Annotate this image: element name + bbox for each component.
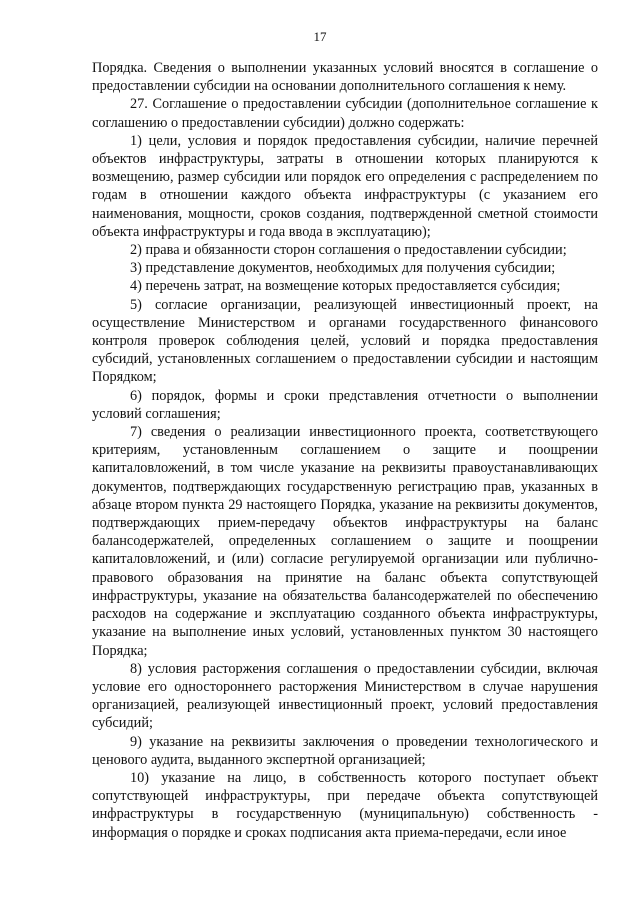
list-item-3: 3) представление документов, необходимых для получения субсидии; (130, 260, 556, 277)
list-item-5: 5) согласие организации, реализующей инвестиционный проект, на осуществление Министерством и органами государственного финансового контроля проверок соблюдения целей, условий и порядка предоставления субсидий, установленных соглашением о предоставлении субсидии и настоящим Порядком; (92, 296, 598, 386)
list-item-10: 10) указание на лицо, в собственность которого поступает объект сопутствующей инфраструктуры, при передаче объекта сопутствующей инфраструктуры в государственную (муниципальную) собственность - информация о порядке и сроках подписания акта приема-передачи, если иное (92, 769, 598, 841)
list-item-2: 2) права и обязанности сторон соглашения о предоставлении субсидии; (130, 242, 567, 259)
paragraph-continuation: Порядка. Сведения о выполнении указанных условий вносятся в соглашение о предоставлении субсидии на основании дополнительного соглашения к нему. (92, 60, 598, 95)
list-item-4: 4) перечень затрат, на возмещение которых предоставляется субсидия; (130, 278, 561, 295)
list-item-1: 1) цели, условия и порядок предоставления субсидии, наличие перечней объектов инфраструктуры, затраты в отношении которых планируются к возмещению, размер субсидии или порядок его определения с распределением по годам в отношении каждого объекта инфраструктуры (с указанием его наименования, мощности, сроков создания, подтвержденной сметной стоимости объекта инфраструктуры и года ввода в эксплуатацию); (92, 132, 598, 240)
list-item-6: 6) порядок, формы и сроки представления отчетности о выполнении условий соглашения; (92, 387, 598, 422)
paragraph-item-27: 27. Соглашение о предоставлении субсидии (дополнительное соглашение к соглашению о предоставлении субсидии) должно содержать: (92, 96, 598, 131)
page-number: 17 (313, 29, 327, 44)
list-item-7: 7) сведения о реализации инвестиционного проекта, соответствующего критериям, установленным соглашением о защите и поощрении капиталовложений, в том числе указание на реквизиты правоустанавливающих документов, подтверждающих государственную регистрацию прав, указанных в абзаце втором пункта 29 настоящего Порядка, указание на реквизиты документов, подтверждающих прием-передачу объектов инфраструктуры на баланс балансодержателей, определенных соглашением о защите и поощрении капиталовложений, и (или) согласие регулируемой организации или публично-правового образования на принятие на баланс объекта сопутствующей инфраструктуры, указание на обязательства балансодержателей по обеспечению расходов на содержание и эксплуатацию созданного объекта инфраструктуры, указание на выполнение иных условий, установленных пунктом 30 настоящего Порядка; (92, 424, 598, 659)
list-item-9: 9) указание на реквизиты заключения о проведении технологического и ценового аудита, выданного экспертной организацией; (92, 733, 598, 768)
list-item-8: 8) условия расторжения соглашения о предоставлении субсидии, включая условие его одностороннего расторжения Министерством в случае нарушения организацией, реализующей инвестиционный проект, условий предоставления субсидий; (92, 660, 598, 732)
document-body (92, 59, 598, 842)
